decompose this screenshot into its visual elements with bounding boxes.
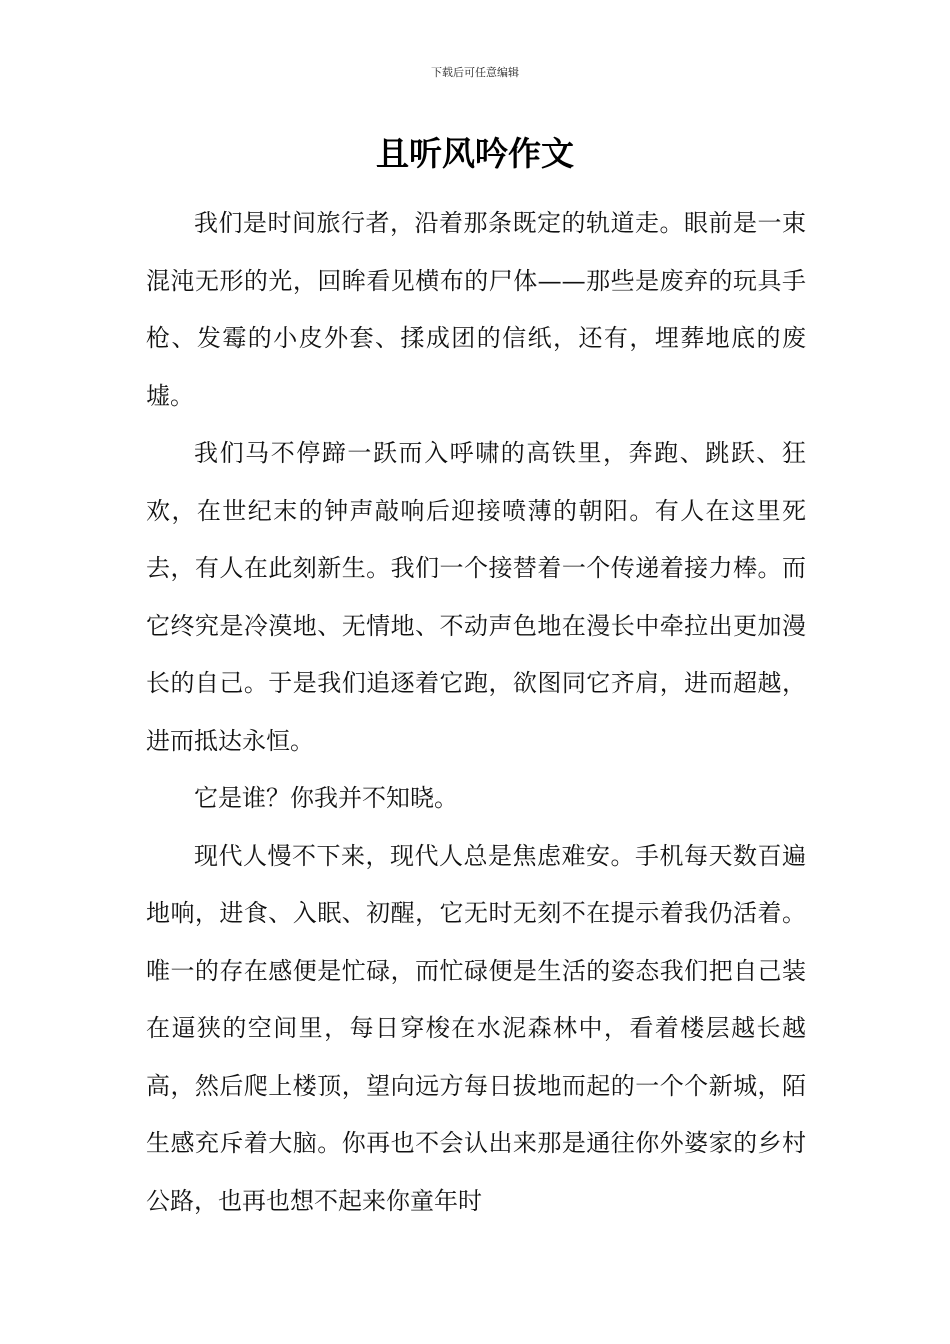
paragraph-3: 它是谁？你我并不知晓。 (194, 784, 458, 812)
header-note: 下载后可任意编辑 (431, 66, 519, 79)
document-body (146, 195, 806, 1230)
paragraph-2: 我们马不停蹄一跃而入呼啸的高铁里，奔跑、跳跃、狂欢，在世纪末的钟声敲响后迎接喷薄的朝阳。有人在这里死去，有人在此刻新生。我们一个接替着一个传递着接力棒。而它终究是冷漠地、无情地、不动声色地在漫长中牵拉出更加漫长的自己。于是我们追逐着它跑，欲图同它齐肩，进而超越，进而抵达永恒。 (146, 439, 806, 755)
paragraph-1: 我们是时间旅行者，沿着那条既定的轨道走。眼前是一束混沌无形的光，回眸看见横布的尸体——那些是废弃的玩具手枪、发霉的小皮外套、揉成团的信纸，还有，埋葬地底的废墟。 (146, 209, 806, 410)
document-title: 且听风吟作文 (376, 134, 574, 173)
paragraph-4: 现代人慢不下来，现代人总是焦虑难安。手机每天数百遍地响，进食、入眠、初醒，它无时无刻不在提示着我仍活着。唯一的存在感便是忙碌，而忙碌便是生活的姿态我们把自己装在逼狭的空间里，每日穿梭在水泥森林中，看着楼层越长越高，然后爬上楼顶，望向远方每日拔地而起的一个个新城，陌生感充斥着大脑。你再也不会认出来那是通往你外婆家的乡村公路，也再也想不起来你童年时 (146, 841, 806, 1215)
